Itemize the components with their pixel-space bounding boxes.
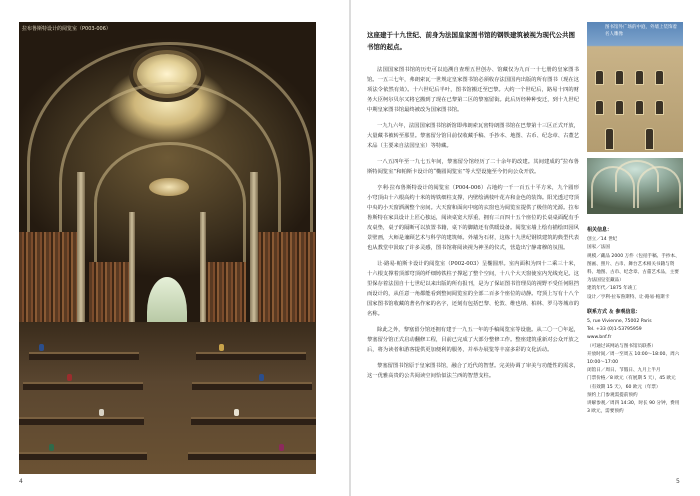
body-paragraph: 让·路易·帕斯卡设计的阅览室（P002-003）呈椭圆形。室内面积为四十二乘三十米，十六根支撑着顶部穹顶的纤细铸铁柱子撑起了整个空间，十八个大天窗使室内光线充足。这里保存着法国自十七世纪以来出版的所有报刊，是为了保证图书管理员的视野不受任何阻挡而设计的，从任意一角都能看到整间阅览室的全部二百多个座位的动静。穹顶上写有十八个国家图书馆收藏的著名作家的名字，还刻有包括巴黎、伦敦、维也纳、柏林、罗马等城市的名称。 (367, 261, 579, 317)
reading-table (196, 352, 306, 360)
page-number-left: 4 (19, 478, 23, 485)
info-line: 国家／法国 (587, 245, 610, 251)
facade-window (595, 100, 604, 115)
facade-door (645, 128, 654, 150)
body-paragraph: 一九九六年，法国国家图书馆新馆即弗朗索瓦密特朗图书馆在巴黎第十三区正式开放，大量藏书被转至那里。黎塞留分馆目前仅收藏手稿、手抄本、地图、古币、纪念章、古董艺术品（主要来自法国皇室）等特藏。 (367, 123, 579, 149)
reader (49, 444, 54, 451)
reader (259, 374, 264, 381)
contact-heading: 联系方式 ＆ 参观信息： (587, 308, 641, 315)
reader (219, 344, 224, 351)
reader (234, 409, 239, 416)
facade-caption: 图书馆外广场的中庭，外墙上装饰着名人雕像 (605, 25, 677, 37)
reader (99, 409, 104, 416)
facade-window (635, 70, 644, 85)
body-paragraph: 一八五四年至一九七五年间，黎塞留分馆经历了二十余年的改建。其间建成的“拉布鲁斯特阅览室”和帕斯卡设计的“椭圆阅览室”等大型设施至今仍向公众开放。 (367, 159, 579, 175)
bookshelf (256, 232, 316, 327)
facade-window (595, 70, 604, 85)
contact-line: 闭馆日／周日、节假日、九月上半月 (587, 368, 661, 374)
info-line: 创立／14 世纪 (587, 237, 618, 243)
reading-table (23, 382, 143, 390)
contact-line: 门票价格／8 欧元（有展期 5 天），45 欧元（有效期 15 天），60 欧元（年票） (587, 376, 676, 390)
reading-table (19, 452, 147, 460)
contact-line: 开放时间／周一至周五 10:00～18:00、周六 10:00～17:00 (587, 351, 680, 366)
body-paragraph: 亨利·拉布鲁斯特设计的阅览室（P004-006）占地约一千一百五十平方米，九个圆形小穹顶由十六根高约十米的铸铁细柱支撑，内壁绘满枝叶花卉和金色的装饰。阳光透过穹顶中央的小天窗洒满整个房间。大天窗和面向中庭的玄窗也为阅览室提供了极佳的光源。拉布鲁斯特在家具设计上匠心独运，阅读桌宽大厚重，拥有三百四十五个座位的长桌桌面配有手皮桌垫，桌子的隔断可以放置书籍，桌下的脚踏还有供暖设备。阅览室墙上绘有描绘田园风景壁画，大师是兼顾艺术与科学的建筑师。外墙为石材，这栋十九世纪钢铁建筑的典型代表也从教堂中汲取了许多灵感，图书馆将阅读视为神圣的仪式，营造出宁静肃穆的氛围。 (367, 185, 579, 251)
info-heading: 相关信息： (587, 227, 613, 233)
reading-table (188, 452, 316, 460)
vault-arch (615, 160, 659, 192)
oval-room-photo (587, 158, 683, 214)
body-paragraph: 除此之外，黎塞留分馆还拥有建于一九五一年的手稿阅览室等设施。从二〇一〇年起，黎塞留分馆正式启动翻修工程，目前已完成了大部分整修工作。整座建筑重新对公众开放之后，将为读者和游客提供更加便利的服务，并举办展览等丰富多彩的文化活动。 (367, 327, 579, 353)
reading-table (19, 417, 144, 425)
info-line: 设计／亨利·拉布鲁斯特、让·路易·帕斯卡 (587, 294, 670, 300)
reader (279, 444, 284, 451)
reading-table (191, 417, 316, 425)
facade-window (655, 70, 664, 85)
facade-window (615, 100, 624, 115)
facade-window (615, 70, 624, 85)
contact-line: Tel. +33 (0)1-53795959 (587, 327, 642, 333)
reader (67, 374, 72, 381)
info-box (587, 226, 683, 416)
article-text (367, 30, 579, 387)
reading-room-photo (19, 22, 316, 474)
page-number-right: 5 (676, 478, 680, 485)
contact-line: （可通过该网站与图书馆员联系） (587, 343, 656, 349)
skylight-dome-far (149, 178, 189, 196)
reading-table (29, 352, 139, 360)
contact-line: 预约上门参观需提前预约 (587, 392, 638, 398)
website-link[interactable]: www.bnf.fr (587, 335, 612, 341)
book-gutter (349, 0, 351, 496)
sidebar (587, 22, 683, 416)
bookshelf (19, 232, 79, 327)
body-paragraph: 法国国家图书馆的历史可以追溯自查理五世创办、馆藏仅为九百一十七册的皇家图书馆。一五三七年，弗朗索瓦一世规定皇家图书馆必须收存法国国内出版的所有图书（现在这项法令依然有效）。十六世纪后半叶，图书馆搬迁至巴黎。大约一个世纪后，路易十四的财务大臣柯尔贝尔又将它搬到了现在已黎第二区的黎塞留街。此后历经种种变迁，到十九世纪中期皇家图书馆最终被改为国家图书馆。 (367, 67, 579, 113)
info-line: 规模／藏品 2000 万件（包括手稿、手抄本、图画、照片、古币、舞台艺术相关书籍与资料、地图、古币、纪念章、古董艺术品，主要为法国皇室藏品） (587, 253, 680, 284)
contact-line: 5, rue Vivienne, 75002 Paris (587, 319, 652, 325)
body-paragraph: 黎塞留图书馆原于皇家图书馆，融合了近代的智慧。完美协调了审美与功能性的需求，这一优雅高贵的公共阅读空间恰似法兰西的智慧支柱。 (367, 363, 579, 379)
facade-window (635, 100, 644, 115)
facade-window (655, 100, 664, 115)
info-line: 建筑年代／1875 年竣工 (587, 286, 637, 292)
facade-photo (587, 22, 683, 152)
reader (39, 344, 44, 351)
facade-door (605, 128, 614, 150)
contact-line: 讲解参观／周四 14:30，时长 90 分钟，费用 3 欧元，需要预约 (587, 401, 680, 415)
photo-caption: 拉布鲁斯特设计的阅览室（P003-006） (22, 26, 111, 32)
vault-arch (94, 142, 246, 265)
reading-table (192, 382, 312, 390)
lead-paragraph: 这座建于十九世纪、前身为法国皇家图书馆的钢铁建筑被视为现代公共图书馆的起点。 (367, 31, 575, 51)
